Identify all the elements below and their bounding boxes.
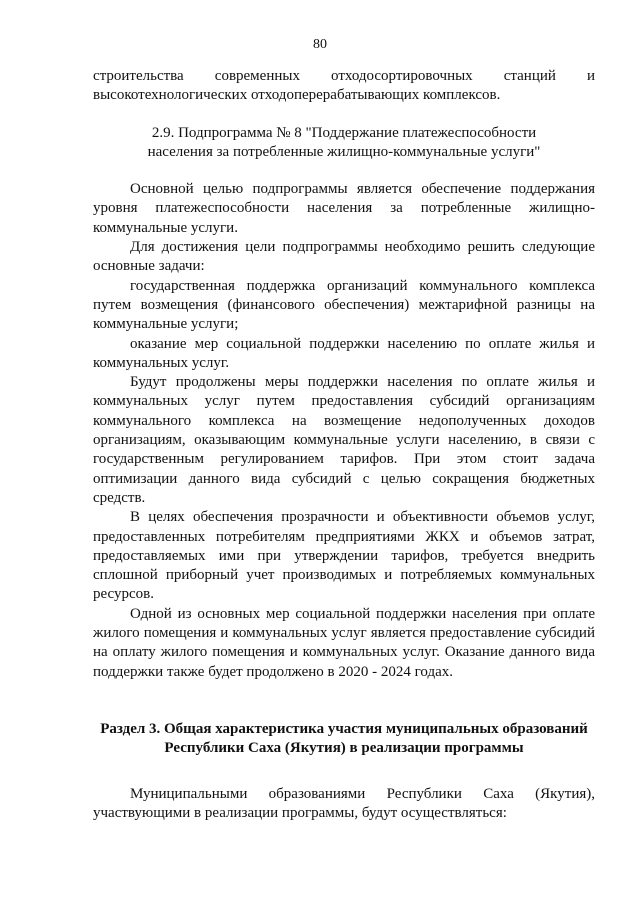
intro-paragraph: строительства современных отходосортировочных станций и высокотехнологических отходоперерабатывающих комплексов. [93, 68, 595, 104]
paragraph-task-1: государственная поддержка организаций коммунального комплекса путем возмещения (финансового обеспечения) межтарифной разницы на коммунальные услуги; [93, 277, 595, 333]
paragraph-subsidies: Одной из основных мер социальной поддержки населения при оплате жилого помещения и коммунальных услуг является предоставление субсидий на оплату жилого помещения и коммунальных услуг. Оказание данного вида поддержки также будет продолжено в 2020 - 2024 годах. [93, 605, 595, 680]
subprogram-heading: 2.9. Подпрограмма № 8 "Поддержание платежеспособности населения за потребленные жилищно-коммунальные услуги" [147, 124, 541, 160]
paragraph-tasks-intro: Для достижения цели подпрограммы необходимо решить следующие основные задачи: [93, 239, 595, 275]
document-body [93, 67, 595, 823]
section-heading: Раздел 3. Общая характеристика участия муниципальных образований Республики Саха (Якутия) в реализации программы [100, 720, 588, 757]
paragraph-transparency: В целях обеспечения прозрачности и объективности объемов услуг, предоставленных потребителям предприятиями ЖКХ и объемов затрат, предоставляемых ими при утверждении тарифов, требуется внедрить сплошной приборный учет производимых и потребляемых коммунальных ресурсов. [93, 509, 595, 603]
paragraph-task-2: оказание мер социальной поддержки населению по оплате жилья и коммунальных услуг. [93, 335, 595, 371]
paragraph-goal: Основной целью подпрограммы является обеспечение поддержания уровня платежеспособности населения за потребленные жилищно-коммунальные услуги. [93, 181, 595, 236]
closing-paragraph: Муниципальными образованиями Республики Саха (Якутия), участвующими в реализации программы, будут осуществляться: [93, 785, 595, 821]
page-number: 80 [313, 37, 327, 52]
paragraph-support-measures: Будут продолжены меры поддержки населения по оплате жилья и коммунальных услуг путем предоставления субсидий организациям коммунального комплекса на возмещение недополученных доходов организациям, оказывающим коммунальные услуги населению, в связи с государственным регулированием тарифов. При этом стоит задача оптимизации данного вида субсидий с целью сокращения бюджетных средств. [93, 374, 595, 506]
